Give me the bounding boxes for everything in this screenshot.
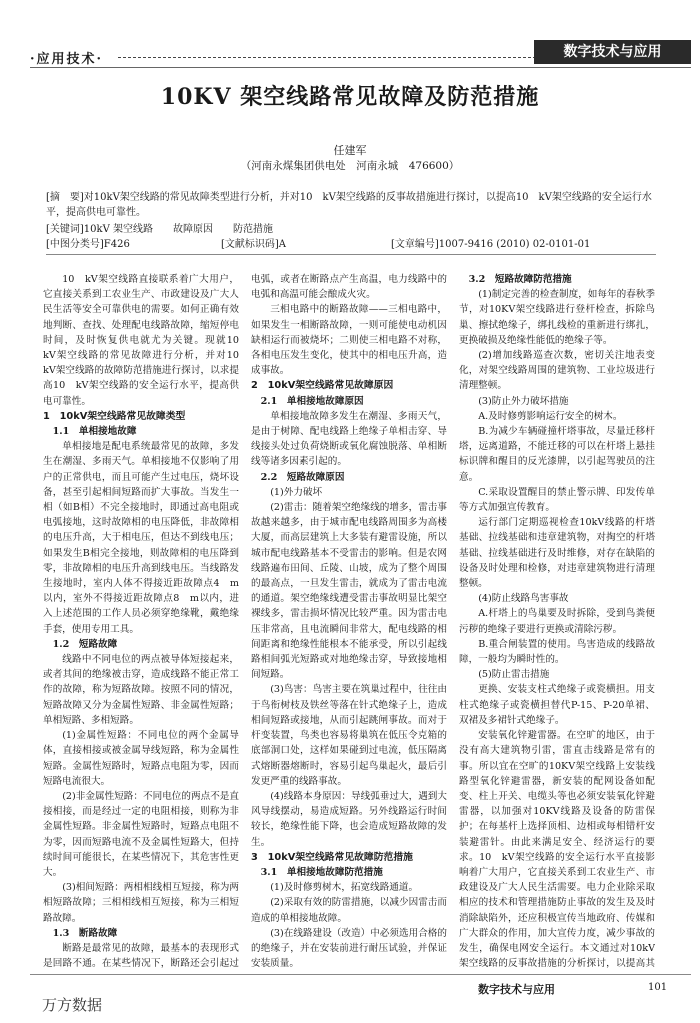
- page-number: 101: [648, 982, 668, 993]
- body-paragraph: B.重合闸装置的使用。鸟害造成的线路故障，一般均为瞬时性的。: [459, 638, 655, 666]
- document-code: [文献标识码]A: [221, 239, 287, 250]
- body-paragraph: 单相接地故障多发生在潮湿、多雨天气，是由于树障、配电线路上绝缘子单相击穿、导线接头处过负荷烧断或氧化腐蚀脱落、单相断线等诸多因素引起的。: [251, 410, 447, 468]
- body-paragraph: (4)线路本身原因：导线弧垂过大，遇到大风导线摆动，易造成短路。另外线路运行时间较长，绝缘性能下降，也会造成短路故障的发生。: [251, 790, 447, 848]
- abstract: [摘 要]对10kV架空线路的常见故障类型进行分析，并对10 kV架空线路的反事故措施进行探讨，以提高10 kV架空线路的安全运行水平，提高供电可靠性。: [46, 192, 652, 218]
- body-column-3: [459, 272, 655, 972]
- body-paragraph: 更换、安装支柱式绝缘子或瓷横担。用支柱式绝缘子或瓷横担替代P-15、P-20单裙、双裙及多裙针式绝缘子。: [459, 684, 655, 726]
- journal-banner: 数字技术与应用: [534, 40, 691, 64]
- body-paragraph: 单相接地是配电系统最常见的故障，多发生在潮湿、多雨天气。单相接地不仅影响了用户的正常供电，而且可能产生过电压，烧坏设备，甚至引起相间短路而扩大事故。当发生一相（如B相）不完全接地时，即通过高电阻或电弧接地，这时故障相的电压降低，非故障相的电压升高，大于相电压，但达不到线电压；如果发生B相完全接地，则故障相的电压降到零，非故障相的电压升高到线电压。当线路发生接地时，室内人体不得接近距故障点4 m以内，室外不得接近距故障点8 m以内，进入上述范围的工作人员必须穿绝缘靴，戴绝缘手套，使用专用工具。: [43, 441, 239, 635]
- body-paragraph: (3)相间短路：两相相线相互短接，称为两相短路故障；三相相线相互短接，称为三相短路故障。: [43, 882, 239, 924]
- body-paragraph: A.杆塔上的鸟巢要及时拆除，受到鸟粪便污秽的绝缘子要进行更换或清除污秽。: [459, 608, 655, 635]
- section-heading: 1 10kV架空线路常见故障类型: [43, 410, 186, 422]
- article-title: 10KV 架空线路常见故障及防范措施: [160, 84, 540, 110]
- author-affiliation: （河南永煤集团供电处 河南永城 476600）: [240, 160, 460, 172]
- body-paragraph: 线路中不同电位的两点被导体短接起来，或者其间的绝缘被击穿，造成线路不能正常工作的故障，称为短路故障。按照不同的情况，短路故障又分为金属性短路、非金属性短路；单相短路、多相短路。: [43, 654, 239, 726]
- body-paragraph: (2)增加线路巡查次数，密切关注地表变化，对架空线路周围的建筑物、工业垃圾进行清理整顿。: [459, 350, 655, 392]
- body-paragraph: (1)制定完善的检查制度，如每年的春秋季节，对10KV架空线路进行登杆检查，拆除鸟巢、擦拭绝缘子，绑扎线检的重新进行绑扎，更换破损及绝缘性能低的绝缘子等。: [459, 289, 655, 346]
- section-label: ·应用技术·: [30, 52, 104, 67]
- header-rule: [118, 57, 536, 58]
- body-column-1: [43, 272, 239, 972]
- body-paragraph: 电弧，或者在断路点产生高温，电力线路中的电弧和高温可能会酿成火灾。: [251, 274, 447, 301]
- body-paragraph: (1)外力破坏: [270, 486, 323, 498]
- subsection-heading: 3.1 单相接地故障防范措施: [260, 866, 383, 878]
- subsection-heading: 2.1 单相接地故障原因: [260, 395, 364, 407]
- abstract-divider: [46, 254, 656, 255]
- body-paragraph: C.采取设置醒目的禁止警示牌、印发传单等方式加强宣传教育。: [459, 486, 655, 514]
- body-paragraph: (3)防止外力破坏措施: [478, 395, 569, 407]
- header-divider: [30, 67, 691, 68]
- subsection-heading: 1.2 短路故障: [52, 638, 118, 650]
- section-heading: 3 10kV架空线路常见故障防范措施: [251, 851, 413, 863]
- footer-journal-name: 数字技术与应用: [478, 983, 555, 996]
- body-paragraph: (5)防止雷击措施: [478, 669, 550, 681]
- body-paragraph: 10 kV架空线路直接联系着广大用户，它直接关系到工农业生产、市政建设及广大人民生活等安全可靠供电的需要。如何正确有效地判断、查找、处理配电线路故障，缩短停电时间，及时恢复供电就尤为关键。现就10 kV架空线路的常见故障进行分析，并对10 kV架空线路的故障防范措施进行探讨，以求提高10 kV架空线路的安全运行水平，提高供电可靠性。: [43, 274, 239, 407]
- subsection-heading: 3.2 短路故障防范措施: [468, 274, 572, 285]
- body-paragraph: (3)在线路建设（改造）中必须选用合格的的绝缘子，并在安装前进行耐压试验，并保证安装质量。: [251, 927, 447, 970]
- subsection-heading: 1.3 断路故障: [52, 927, 118, 939]
- body-paragraph: B.为减少车辆碰撞杆塔事故，尽量迁移杆塔，远离道路，不能迁移的可以在杆塔上悬挂标识牌和醒目的反光漆牌，以引起驾驶员的注意。: [459, 426, 655, 483]
- body-paragraph: 三相电路中的断路故障——三相电路中，如果发生一相断路故障，一则可能使电动机因缺相运行而被烧坏；二则使三相电路不对称，各相电压发生变化，使其中的相电压升高，造成事故。: [251, 304, 447, 377]
- subsection-heading: 2.2 短路故障原因: [260, 471, 345, 483]
- watermark-text: 万方数据: [42, 996, 103, 1014]
- subsection-heading: 1.1 单相接地故障: [52, 426, 137, 438]
- body-paragraph: 断路是最常见的故障，最基本的表现形式是回路不通。在某些情况下，断路还会引起过: [43, 942, 239, 970]
- body-paragraph: [251, 971, 447, 972]
- section-heading: 2 10kV架空线路常见故障原因: [251, 380, 394, 392]
- author-name: 任建军: [333, 144, 367, 157]
- body-paragraph: 安装氧化锌避雷器。在空旷的地区，由于没有高大建筑物引雷，雷直击线路是常有的事。所以宜在空旷的10KV架空线路上安装线路型氧化锌避雷器，新安装的配网设备如配变、柱上开关、电缆头等也必须安装氧化锌避雷器，以加强对10KV线路及设备的防雷保护；在每基杆上选择顶相、边相或每相错杆安装避雷针。由此来满足安全、经济运行的要求。10 kV架空线路的安全运行水平直接影响着广大用户，它直接关系到工农业生产、市政建设及广大人民生活需要。电力企业除采取相应的技术和管理措施防止事故的发生及及时消除缺陷外，还应积极宣传当地政府、传媒和广大群众的作用，加大宣传力度，减少事故的发生，确保电网安全运行。本文通过对10kV架空线路的反事故措施的分析探讨，以提高其: [459, 730, 655, 970]
- body-paragraph: 运行部门定期巡视检查10kV线路的杆塔基础、拉线基础和违章建筑物，对掏空的杆塔基础、拉线基础进行及时维修，对存在缺陷的设备及时处理和检修，对违章建筑物进行清理整顿。: [459, 517, 655, 590]
- body-paragraph: A.及时修剪影响运行安全的树木。: [478, 410, 623, 422]
- article-id: [文章编号]1007-9416 (2010) 02-0101-01: [391, 239, 591, 250]
- body-paragraph: (2)采取有效的防雷措施，以减少因雷击而造成的单相接地故障。: [251, 897, 447, 924]
- body-paragraph: (2)雷击：随着架空绝缘线的增多，雷击事故越来越多，由于城市配电线路周围多为高楼大厦，而高层建筑上大多装有避雷设施，所以城市配电线路基本不受雷击的影响。但是农网线路遍布田间、丘陵、山坡，成为了整个周围的最高点，一旦发生雷击，就成为了雷击电流的通道。架空绝缘线遭受雷击事故明显比架空裸线多，雷击损坏情况比较严重。因为雷击电压非常高，且电流瞬间非常大，配电线路的相间距离和绝缘性能根本不能承受，所以引起线路相间弧光短路或对地绝缘击穿，导致接地相间短路。: [251, 502, 447, 681]
- body-paragraph: (1)及时修剪树木，拓宽线路通道。: [270, 882, 419, 894]
- keywords: [关键词]10kV 架空线路 故障原因 防范措施: [46, 224, 273, 235]
- body-paragraph: (1)金属性短路：不同电位的两个金属导体，直接相接或被金属导线短路，称为金属性短路。金属性短路时，短路点电阻为零，因而短路电流很大。: [43, 730, 239, 787]
- footer-divider: [30, 974, 691, 975]
- classification-number: [中图分类号]F426: [46, 239, 130, 250]
- body-paragraph: (4)防止线路鸟害事故: [478, 593, 569, 605]
- body-paragraph: (2)非金属性短路：不同电位的两点不是直接相接，而是经过一定的电阻相接，则称为非金属性短路。非金属性短路时，短路点电阻不为零，因而短路电流不及金属性短路大，但持续时间可能很长，在某些情况下，其危害性更大。: [43, 790, 239, 878]
- body-column-2: [251, 272, 447, 972]
- body-paragraph: (3)鸟害：鸟害主要在筑巢过程中，往往由于鸟衔树枝及铁丝等落在针式绝缘子上，造成相间短路或接地，从而引起跳闸事故。而对于杆变装置，鸟类也容易将巢筑在低压令克箱的底部洞口处，这样如果碰到过电流，低压隔离式熔断器熔断时，容易引起鸟巢起火，最后引发更严重的线路事故。: [251, 684, 447, 787]
